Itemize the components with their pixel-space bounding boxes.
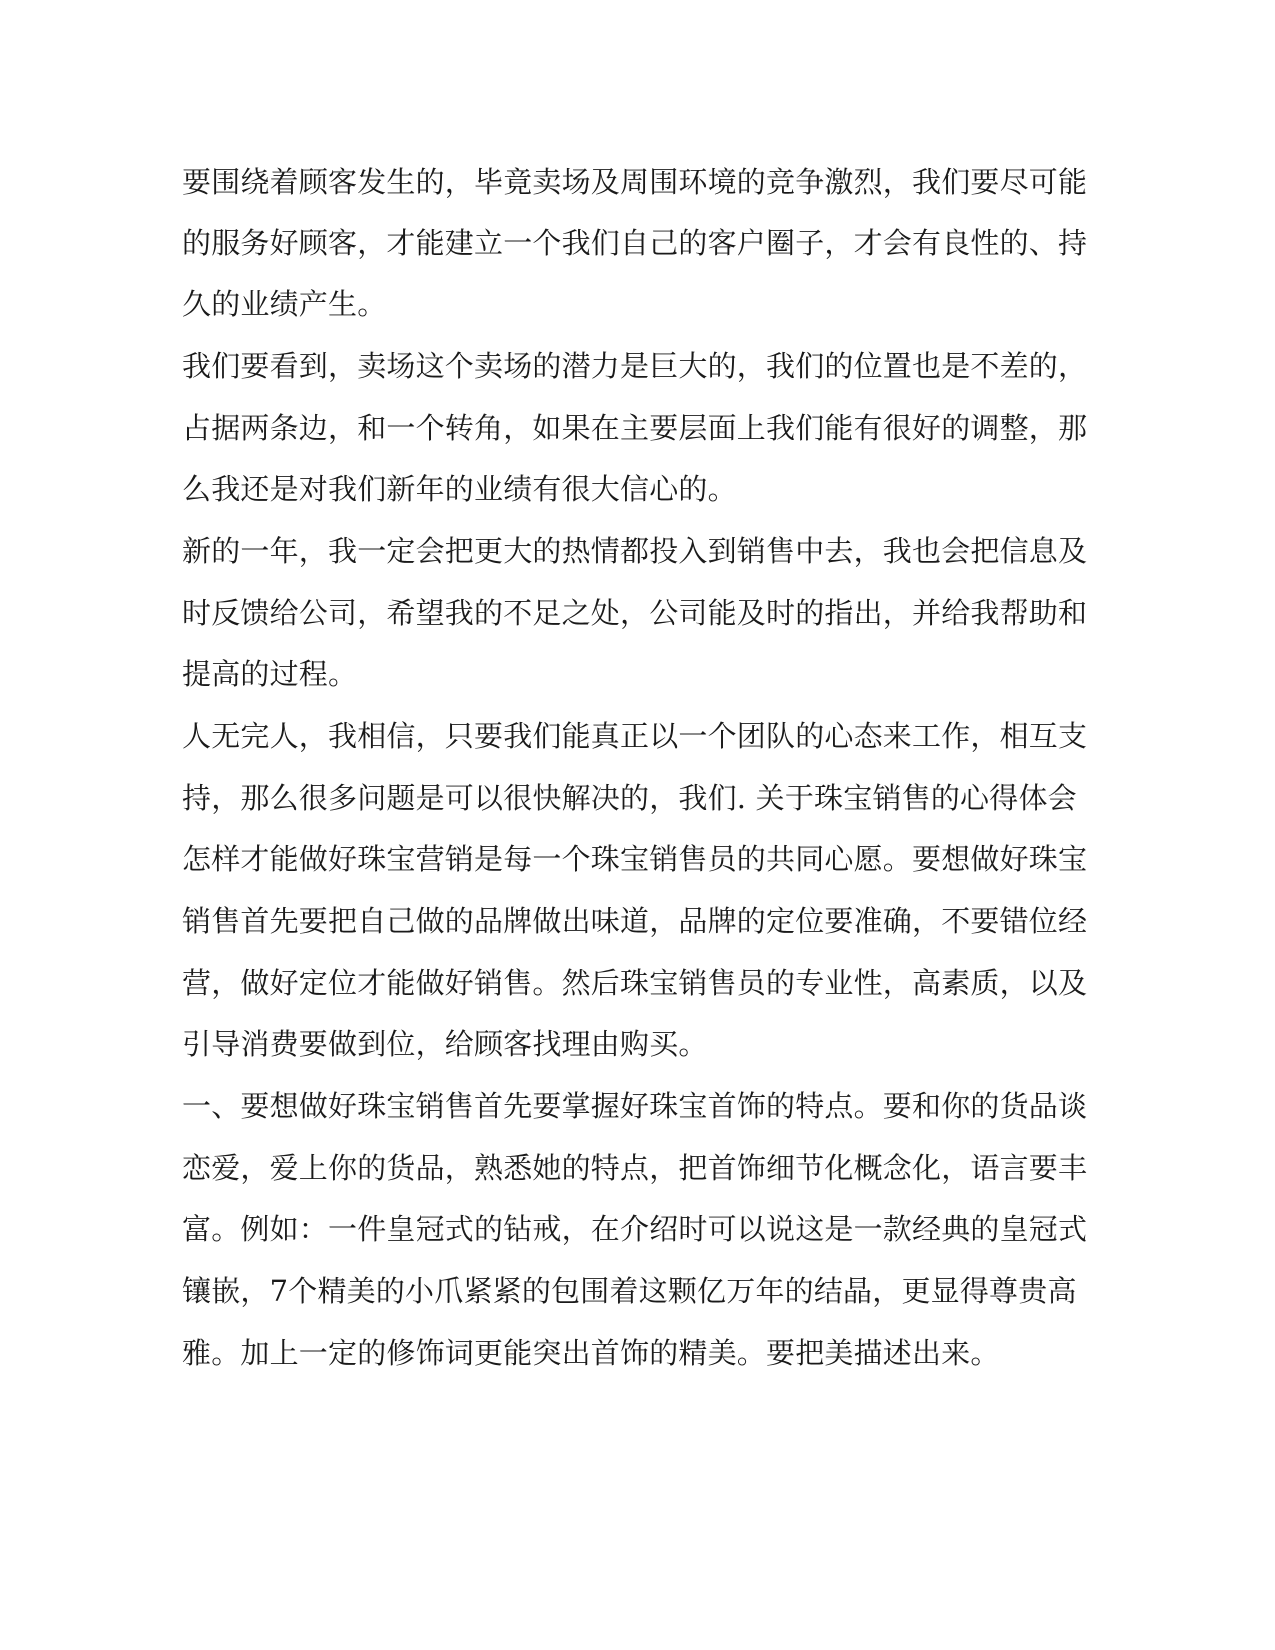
text-line: 镶嵌，7个精美的小爪紧紧的包围着这颗亿万年的结晶，更显得尊贵高 — [182, 1274, 1077, 1308]
text-line: 引导消费要做到位，给顾客找理由购买。 — [182, 1027, 708, 1061]
text-line: 雅。加上一定的修饰词更能突出首饰的精美。要把美描述出来。 — [182, 1336, 1000, 1370]
text-line: 新的一年，我一定会把更大的热情都投入到销售中去，我也会把信息及 — [182, 534, 1088, 568]
text-line: 恋爱，爱上你的货品，熟悉她的特点，把首饰细节化概念化，语言要丰 — [182, 1151, 1088, 1185]
text-line: 提高的过程。 — [182, 657, 358, 691]
text-line: 销售首先要把自己做的品牌做出味道，品牌的定位要准确，不要错位经 — [182, 904, 1088, 938]
text-line: 怎样才能做好珠宝营销是每一个珠宝销售员的共同心愿。要想做好珠宝 — [182, 842, 1088, 876]
text-line: 要围绕着顾客发生的，毕竟卖场及周围环境的竞争激烈，我们要尽可能 — [182, 165, 1088, 199]
text-line: 富。例如：一件皇冠式的钻戒，在介绍时可以说这是一款经典的皇冠式 — [182, 1212, 1088, 1246]
text-line: 一、要想做好珠宝销售首先要掌握好珠宝首饰的特点。要和你的货品谈 — [182, 1089, 1088, 1123]
text-line: 持，那么很多问题是可以很快解决的，我们. 关于珠宝销售的心得体会 — [182, 781, 1077, 815]
text-line: 久的业绩产生。 — [182, 287, 387, 321]
text-line: 占据两条边，和一个转角，如果在主要层面上我们能有很好的调整，那 — [182, 411, 1088, 445]
text-line: 时反馈给公司，希望我的不足之处，公司能及时的指出，并给我帮助和 — [182, 596, 1088, 630]
text-line: 我们要看到，卖场这个卖场的潜力是巨大的，我们的位置也是不差的， — [182, 349, 1088, 383]
text-line: 人无完人，我相信，只要我们能真正以一个团队的心态来工作，相互支 — [182, 719, 1088, 753]
text-line: 营，做好定位才能做好销售。然后珠宝销售员的专业性，高素质，以及 — [182, 966, 1088, 1000]
text-line: 么我还是对我们新年的业绩有很大信心的。 — [182, 472, 737, 506]
text-line: 的服务好顾客，才能建立一个我们自己的客户圈子，才会有良性的、持 — [182, 226, 1088, 260]
